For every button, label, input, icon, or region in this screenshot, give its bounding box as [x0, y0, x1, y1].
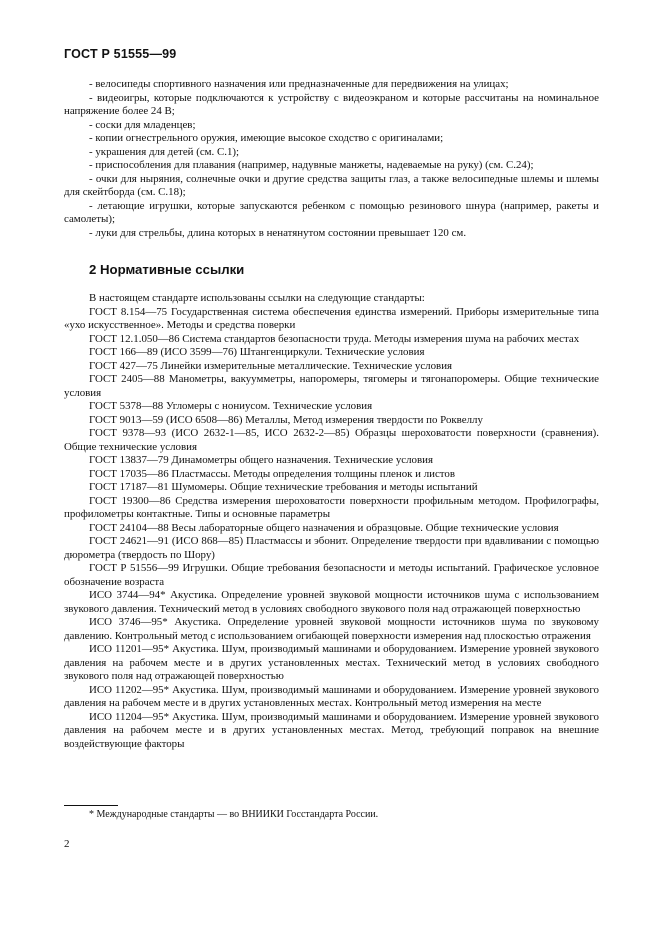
- footnote-divider: [64, 805, 118, 806]
- footnote: * Международные стандарты — во ВНИИКИ Госстандарта России.: [89, 809, 379, 820]
- list-item: - летающие игрушки, которые запускаются ребенком с помощью резинового шнура (например, ракеты и самолеты);: [64, 199, 599, 225]
- reference-item: ГОСТ 8.154—75 Государственная система обеспечения единства измерений. Приборы измерительные типа «ухо искусственное». Методы и средства поверки: [64, 305, 599, 331]
- document-header: ГОСТ Р 51555—99: [64, 47, 177, 61]
- list-item: - видеоигры, которые подключаются к устройству с видеоэкраном и которые рассчитаны на номинальное напряжение более 24 В;: [64, 91, 599, 117]
- reference-item: ИСО 3744—94* Акустика. Определение уровней звуковой мощности источников шума с использованием звукового давления. Технический метод в условиях свободного звукового поля над отражающей поверхностью: [64, 589, 599, 615]
- reference-item: ГОСТ 17035—86 Пластмассы. Методы определения толщины пленок и листов: [89, 467, 456, 480]
- reference-item: ИСО 11204—95* Акустика. Шум, производимый машинами и оборудованием. Измерение уровней звукового давления на рабочем месте и в других установленных местах. Метод, требующий поправок на внешние воздействующие факторы: [64, 710, 599, 750]
- reference-item: ГОСТ 24104—88 Весы лабораторные общего назначения и образцовые. Общие технические условия: [89, 521, 559, 534]
- reference-item: ГОСТ 166—89 (ИСО 3599—76) Штангенциркули. Технические условия: [89, 346, 425, 358]
- page-number: 2: [64, 838, 70, 850]
- reference-item: ГОСТ 24621—91 (ИСО 868—85) Пластмассы и эбонит. Определение твердости при вдавливании с помощью дюрометра (твердость по Шору): [64, 535, 599, 561]
- reference-item: ГОСТ 9378—93 (ИСО 2632-1—85, ИСО 2632-2—85) Образцы шероховатости поверхности (сравнения). Общие технические условия: [64, 427, 599, 453]
- section-title: 2 Нормативные ссылки: [89, 262, 245, 277]
- reference-item: ГОСТ Р 51556—99 Игрушки. Общие требования безопасности и методы испытаний. Графическое условное обозначение возраста: [64, 562, 599, 588]
- list-item: - очки для ныряния, солнечные очки и другие средства защиты глаз, а также велосипедные шлемы и шлемы для скейтборда (см. С.18);: [64, 172, 599, 198]
- list-item: - велосипеды спортивного назначения или предназначенные для передвижения на улицах;: [89, 78, 509, 90]
- reference-item: ИСО 11201—95* Акустика. Шум, производимый машинами и оборудованием. Измерение уровней звукового давления на рабочем месте и в других установленных местах. Технический метод в условиях свободного звукового поля над отражающей поверхностью: [64, 643, 599, 682]
- reference-item: ГОСТ 13837—79 Динамометры общего назначения. Технические условия: [89, 454, 433, 466]
- list-item: - луки для стрельбы, длина которых в ненатянутом состоянии превышает 120 см.: [89, 226, 467, 239]
- reference-item: ГОСТ 427—75 Линейки измерительные металлические. Технические условия: [89, 359, 453, 372]
- reference-item: ГОСТ 2405—88 Манометры, вакуумметры, напоромеры, тягомеры и тягонапоромеры. Общие технические условия: [64, 373, 599, 399]
- list-item: - приспособления для плавания (например, надувные манжеты, надеваемые на руку) (см. С.24);: [89, 159, 534, 171]
- intro-paragraph: В настоящем стандарте использованы ссылки на следующие стандарты:: [89, 292, 425, 304]
- reference-item: ГОСТ 17187—81 Шумомеры. Общие технические требования и методы испытаний: [89, 481, 478, 493]
- reference-item: ИСО 3746—95* Акустика. Определение уровней звуковой мощности источников шума по звуковому давлению. Контрольный метод с использованием огибающей поверхности измерения над плоскостью отражения: [64, 616, 599, 642]
- references-list: [64, 292, 599, 751]
- reference-item: ГОСТ 9013—59 (ИСО 6508—86) Металлы, Метод измерения твердости по Роквеллу: [89, 413, 483, 426]
- list-item: - соски для младенцев;: [89, 118, 196, 131]
- list-item: - копии огнестрельного оружия, имеющие высокое сходство с оригиналами;: [89, 132, 444, 144]
- reference-item: ГОСТ 19300—86 Средства измерения шероховатости поверхности профильным методом. Профилографы, профилометры контактные. Типы и основные параметры: [64, 494, 599, 520]
- reference-item: ГОСТ 5378—88 Угломеры с нониусом. Технические условия: [89, 400, 373, 412]
- list-item: - украшения для детей (см. С.1);: [89, 145, 240, 158]
- reference-item: ГОСТ 12.1.050—86 Система стандартов безопасности труда. Методы измерения шума на рабочих местах: [89, 332, 580, 345]
- exclusions-list: [64, 78, 599, 240]
- reference-item: ИСО 11202—95* Акустика. Шум, производимый машинами и оборудованием. Измерение уровней звукового давления на рабочем месте и в других установленных местах. Контрольный метод измерения на месте: [64, 683, 599, 709]
